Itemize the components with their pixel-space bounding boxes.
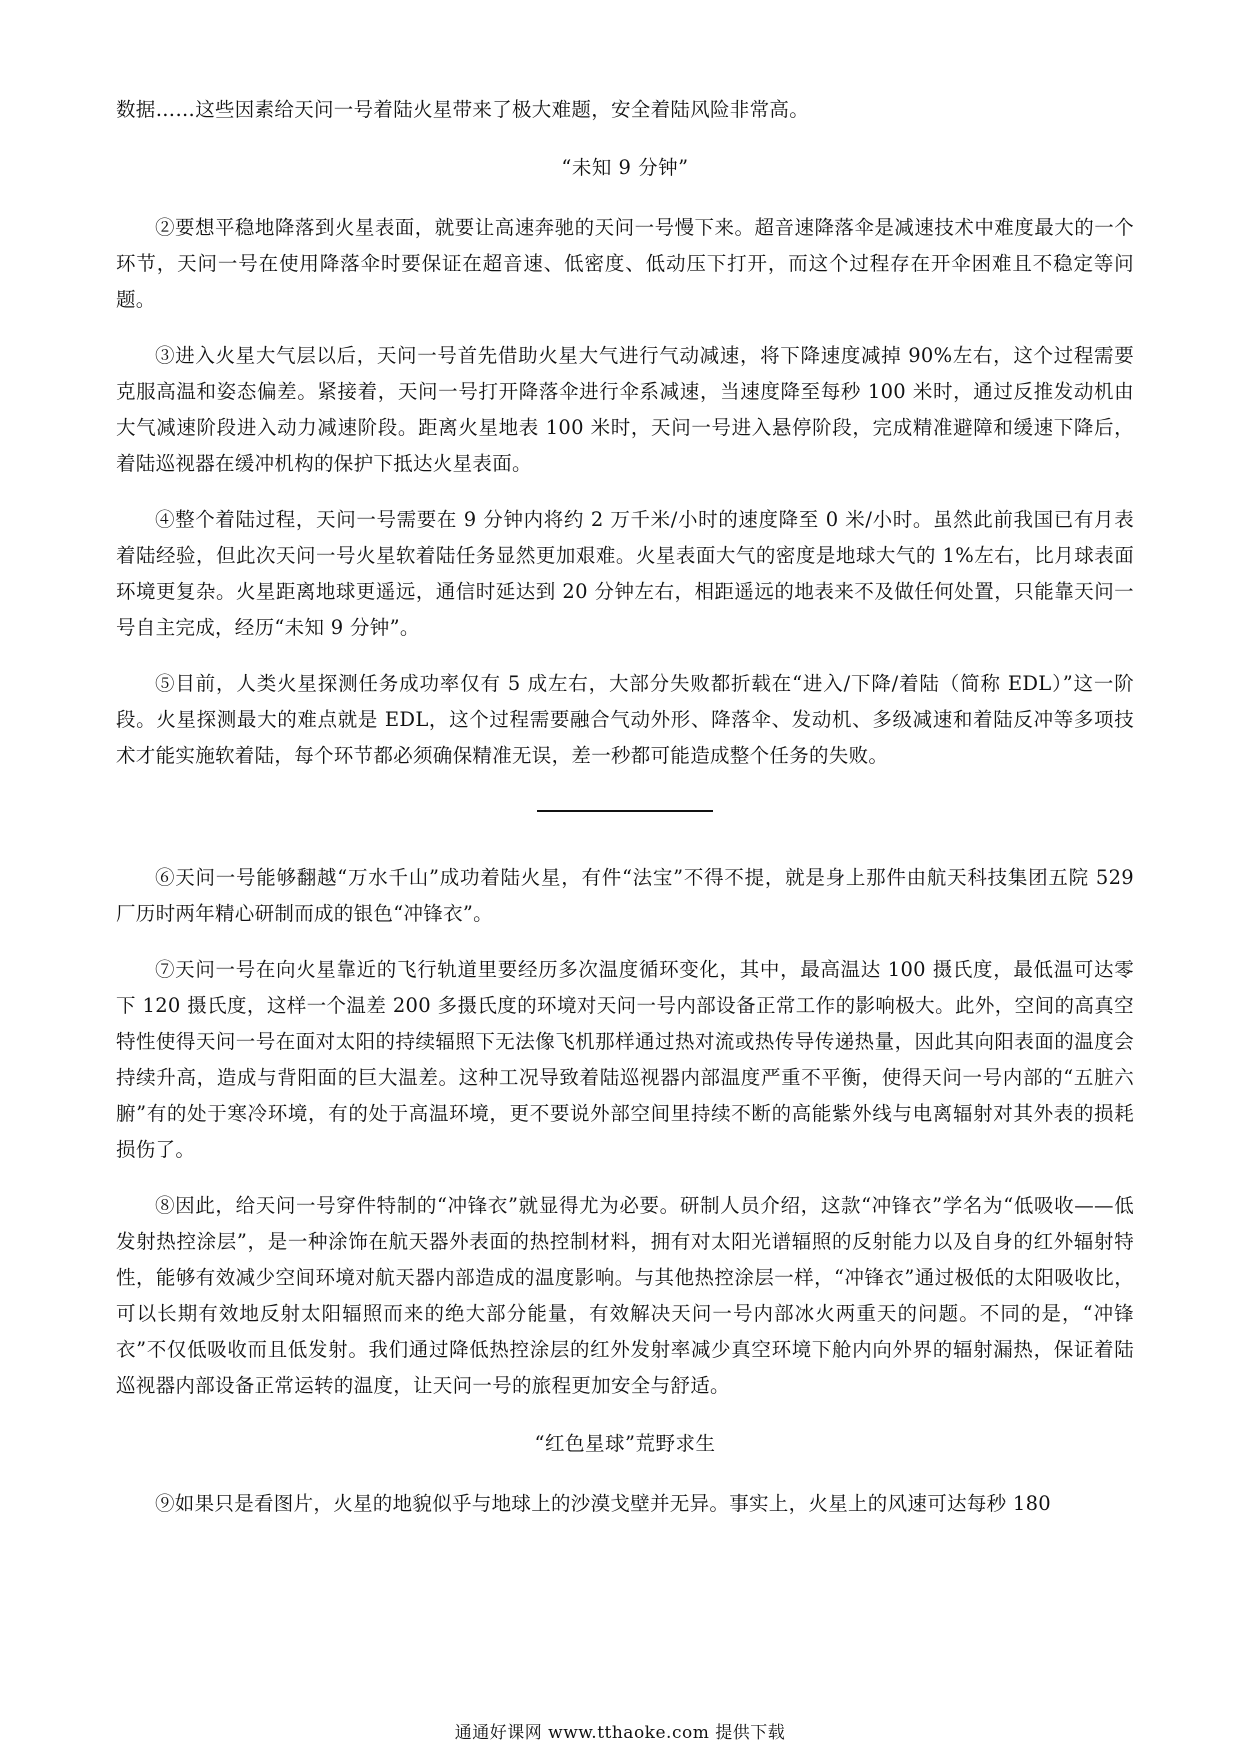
paragraph-7: ⑦天问一号在向火星靠近的飞行轨道里要经历多次温度循环变化，其中，最高温达 100 摄氏度，最低温可达零下 120 摄氏度，这样一个温差 200 多摄氏度的环境对天问一号内部设备正常工作的影响极大。此外，空间的高真空特性使得天问一号在面对太阳的持续辐照下无法像飞机那样通过热对流或热传导传递热量，因此其向阳表面的温度会持续升高，造成与背阳面的巨大温差。这种工况导致着陆巡视器内部温度严重不平衡，使得天问一号内部的“五脏六腑”有的处于寒冷环境，有的处于高温环境，更不要说外部空间里持续不断的高能紫外线与电离辐射对其外表的损耗损伤了。	[116, 958, 1134, 1161]
divider-line	[537, 810, 713, 812]
paragraph-5: ⑤目前，人类火星探测任务成功率仅有 5 成左右，大部分失败都折载在“进入/下降/着陆（简称 EDL）”这一阶段。火星探测最大的难点就是 EDL，这个过程需要融合气动外形、降落伞、发动机、多级减速和着陆反冲等多项技术才能实施软着陆，每个环节都必须确保精准无误，差一秒都可能造成整个任务的失败。	[116, 672, 1134, 767]
paragraph-continuation: 数据……这些因素给天问一号着陆火星带来了极大难题，安全着陆风险非常高。	[116, 98, 810, 121]
section-heading-unknown-9-minutes: “未知 9 分钟”	[561, 156, 689, 179]
paragraph-8: ⑧因此，给天问一号穿件特制的“冲锋衣”就显得尤为必要。研制人员介绍，这款“冲锋衣”学名为“低吸收——低发射热控涂层”，是一种涂饰在航天器外表面的热控制材料，拥有对太阳光谱辐照的反射能力以及自身的红外辐射特性，能够有效减少空间环境对航天器内部造成的温度影响。与其他热控涂层一样，“冲锋衣”通过极低的太阳吸收比，可以长期有效地反射太阳辐照而来的绝大部分能量，有效解决天问一号内部冰火两重天的问题。不同的是，“冲锋衣”不仅低吸收而且低发射。我们通过降低热控涂层的红外发射率减少真空环境下舱内向外界的辐射漏热，保证着陆巡视器内部设备正常运转的温度，让天问一号的旅程更加安全与舒适。	[116, 1194, 1134, 1397]
section-heading-red-planet: “红色星球”荒野求生	[534, 1432, 716, 1455]
paragraph-6: ⑥天问一号能够翻越“万水千山”成功着陆火星，有件“法宝”不得不提，就是身上那件由航天科技集团五院 529 厂历时两年精心研制而成的银色“冲锋衣”。	[116, 866, 1134, 925]
paragraph-9: ⑨如果只是看图片，火星的地貌似乎与地球上的沙漠戈壁并无异。事实上，火星上的风速可达每秒 180	[155, 1492, 1052, 1515]
paragraph-4: ④整个着陆过程，天问一号需要在 9 分钟内将约 2 万千米/小时的速度降至 0 米/小时。虽然此前我国已有月表着陆经验，但此次天问一号火星软着陆任务显然更加艰难。火星表面大气的密度是地球大气的 1%左右，比月球表面环境更复杂。火星距离地球更遥远，通信时延达到 20 分钟左右，相距遥远的地表来不及做任何处置，只能靠天问一号自主完成，经历“未知 9 分钟”。	[116, 508, 1134, 639]
section-divider	[116, 810, 1134, 812]
paragraph-3: ③进入火星大气层以后，天问一号首先借助火星大气进行气动减速，将下降速度减掉 90%左右，这个过程需要克服高温和姿态偏差。紧接着，天问一号打开降落伞进行伞系减速，当速度降至每秒 100 米时，通过反推发动机由大气减速阶段进入动力减速阶段。距离火星地表 100 米时，天问一号进入悬停阶段，完成精准避障和缓速下降后，着陆巡视器在缓冲机构的保护下抵达火星表面。	[116, 344, 1134, 475]
page-footer: 通通好课网 www.tthaoke.com 提供下载	[454, 1723, 786, 1743]
document-body	[116, 92, 1134, 1542]
paragraph-2: ②要想平稳地降落到火星表面，就要让高速奔驰的天问一号慢下来。超音速降落伞是减速技术中难度最大的一个环节，天问一号在使用降落伞时要保证在超音速、低密度、低动压下打开，而这个过程存在开伞困难且不稳定等问题。	[116, 216, 1134, 311]
